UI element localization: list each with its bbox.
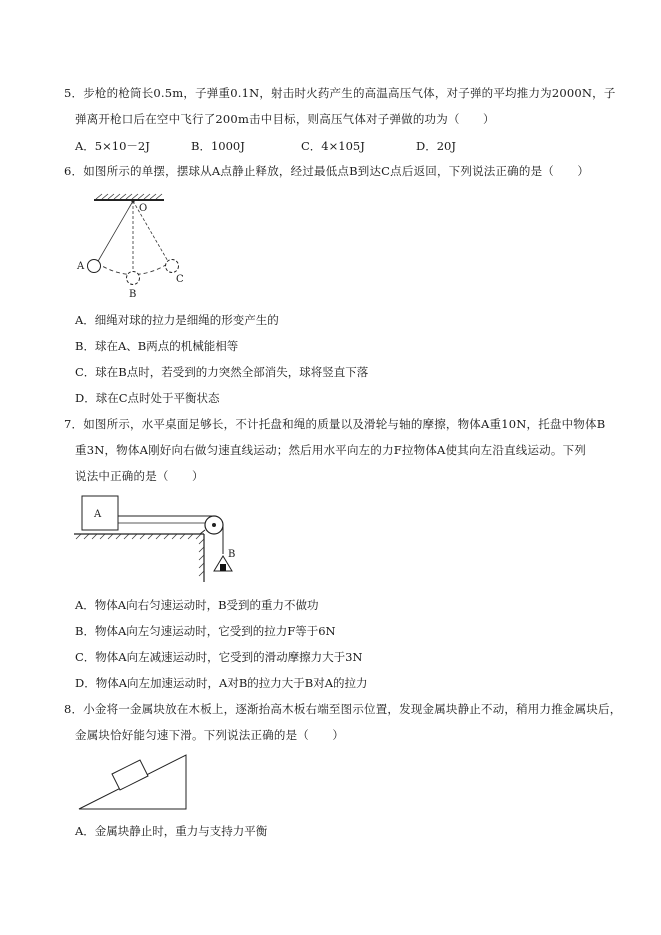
q8-stem-line1: 8．小金将一金属块放在木板上，逐渐抬高木板右端至图示位置，发现金属块静止不动，稍用力推金属块后，: [64, 702, 622, 716]
q6-option-a: A．细绳对球的拉力是细绳的形变产生的: [75, 313, 279, 327]
q5-option-a: A．5×10－2J: [75, 139, 150, 153]
ceiling-hatch: [96, 194, 162, 199]
q5-option-c: C．4×105J: [301, 139, 365, 153]
label-block-a: A: [94, 509, 102, 520]
q8-option-a: A．金属块静止时，重力与支持力平衡: [75, 824, 268, 838]
q6-option-d: D．球在C点时处于平衡状态: [75, 391, 220, 405]
string-to-a: [97, 201, 133, 263]
pulley-figure: [74, 494, 244, 586]
q7-stem-line2: 重3N，物体A刚好向右做匀速直线运动；然后用水平向左的力F拉物体A使其向左沿直线运动。下列: [75, 443, 586, 457]
pendulum-figure: [76, 194, 186, 304]
label-b: B: [129, 289, 137, 300]
q6-option-c: C．球在B点时，若受到的力突然全部消失，球将竖直下落: [75, 365, 369, 379]
q8-stem-line2: 金属块恰好能匀速下滑。下列说法正确的是（ ）: [75, 728, 345, 742]
q7-stem-line3: 说法中正确的是（ ）: [75, 469, 204, 483]
pulley-axle: [212, 523, 216, 527]
table-hatch: [76, 534, 204, 576]
q5-option-d: D．20J: [416, 139, 456, 153]
object-b: [220, 564, 226, 571]
q5-stem-line2: 弹离开枪口后在空中飞行了200m击中目标，则高压气体对子弹做的功为（ ）: [75, 112, 495, 126]
label-object-b: B: [228, 549, 236, 560]
label-c: C: [176, 274, 184, 285]
q5-stem-line1: 5．步枪的枪筒长0.5m，子弹重0.1N，射击时火药产生的高温高压气体，对子弹的平均推力为2000N，子: [64, 86, 616, 100]
ball-a: [88, 260, 101, 273]
ball-b: [127, 272, 140, 285]
ball-c: [166, 260, 179, 273]
q6-stem: 6．如图所示的单摆，摆球从A点静止释放，经过最低点B到达C点后返回，下列说法正确的是（ ）: [64, 164, 590, 178]
q7-stem-line1: 7．如图所示，水平桌面足够长，不计托盘和绳的质量以及滑轮与轴的摩擦，物体A重10N，托盘中物体B: [64, 417, 606, 431]
string-to-c: [133, 201, 169, 263]
q7-option-a: A．物体A向右匀速运动时，B受到的重力不做功: [75, 598, 319, 612]
q7-option-c: C．物体A向左减速运动时，它受到的滑动摩擦力大于3N: [75, 650, 363, 664]
q7-option-d: D．物体A向左加速运动时，A对B的拉力大于B对A的拉力: [75, 676, 368, 690]
q6-option-b: B．球在A、B两点的机械能相等: [75, 339, 239, 353]
incline-figure: [78, 753, 190, 813]
q5-option-b: B．1000J: [191, 139, 245, 153]
label-o: O: [139, 203, 148, 214]
label-a: A: [77, 261, 85, 272]
q7-option-b: B．物体A向左匀速运动时，它受到的拉力F等于6N: [75, 624, 336, 638]
